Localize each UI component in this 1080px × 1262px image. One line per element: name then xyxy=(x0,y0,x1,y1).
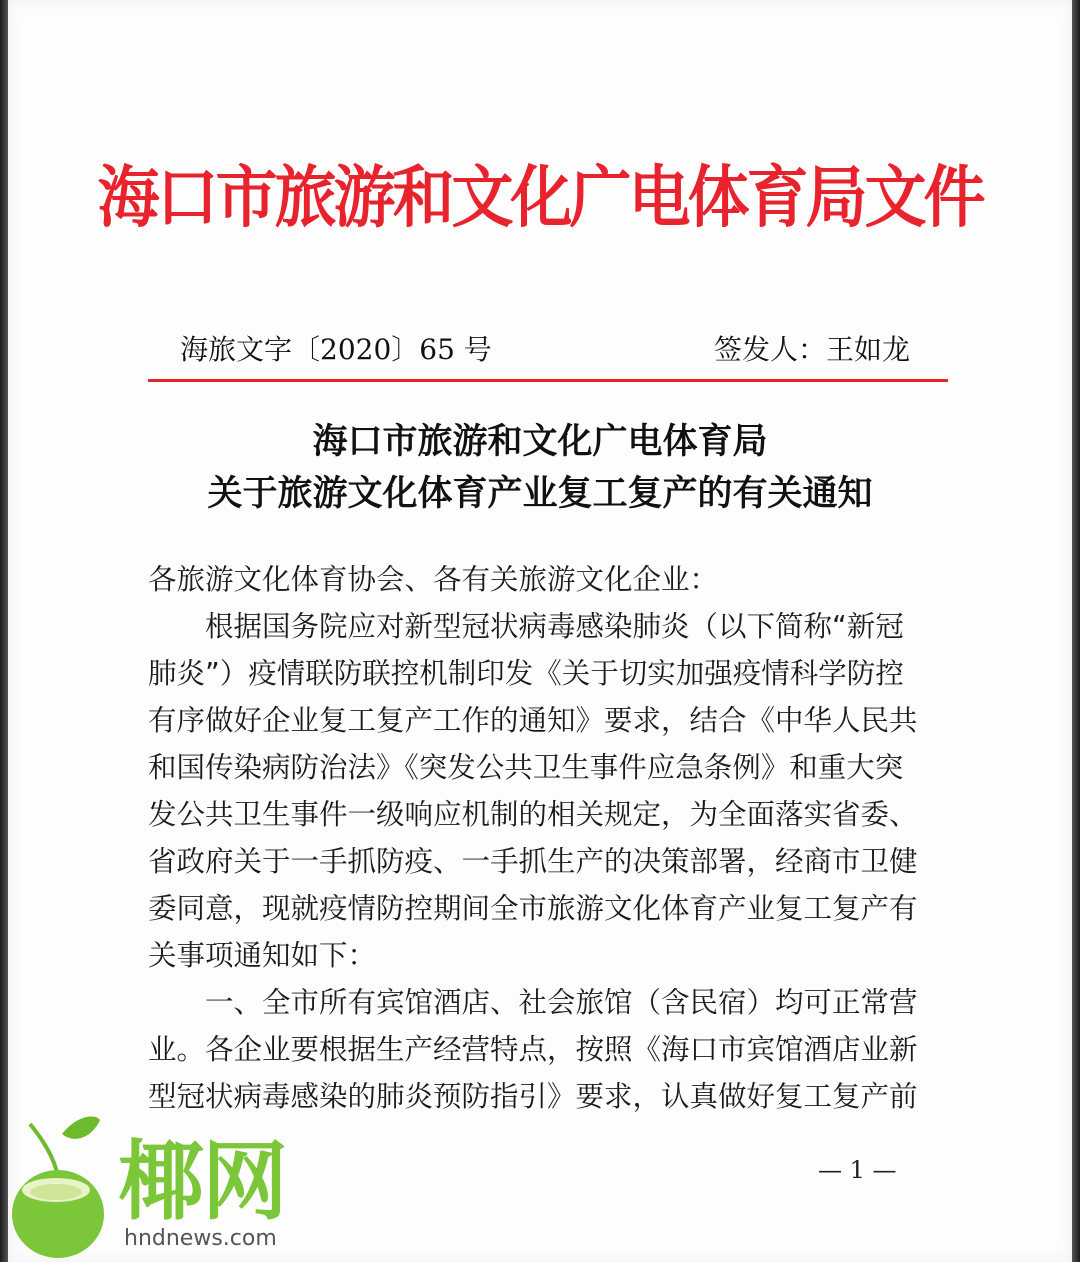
body-line: 肺炎”）疫情联防联控机制印发《关于切实加强疫情科学防控 xyxy=(148,657,904,690)
notice-title-line-2: 关于旅游文化体育产业复工复产的有关通知 xyxy=(207,473,873,514)
document-number: 海旅文字〔2020〕65 号 xyxy=(180,333,492,366)
watermark-url: hndnews.com xyxy=(124,1226,277,1251)
notice-title-line-1: 海口市旅游和文化广电体育局 xyxy=(312,421,768,462)
document-meta-row xyxy=(180,328,910,372)
body-line: 省政府关于一手抓防疫、一手抓生产的决策部署，经商市卫健 xyxy=(148,845,918,878)
body-line: 关事项通知如下： xyxy=(148,939,377,972)
body-line: 和国传染病防治法》《突发公共卫生事件应急条例》和重大突 xyxy=(148,751,904,784)
agency-header-title: 海口市旅游和文化广电体育局文件 xyxy=(97,158,983,237)
body-line: 型冠状病毒感染的肺炎预防指引》要求，认真做好复工复产前 xyxy=(148,1080,918,1113)
body-line: 各旅游文化体育协会、各有关旅游文化企业： xyxy=(148,563,719,596)
issuer-signature: 签发人：王如龙 xyxy=(713,333,910,366)
body-line: 委同意，现就疫情防控期间全市旅游文化体育产业复工复产有 xyxy=(148,892,918,925)
body-line: 有序做好企业复工复产工作的通知》要求，结合《中华人民共 xyxy=(148,704,918,737)
body-line: 业。各企业要根据生产经营特点，按照《海口市宾馆酒店业新 xyxy=(148,1033,918,1066)
page-number: — 1 — xyxy=(818,1156,897,1184)
body-line: 根据国务院应对新型冠状病毒感染肺炎（以下简称“新冠 xyxy=(148,610,904,643)
watermark-brand: 椰网 xyxy=(118,1132,286,1232)
body-line: 发公共卫生事件一级响应机制的相关规定，为全面落实省委、 xyxy=(148,798,918,831)
red-divider-rule xyxy=(148,379,948,382)
body-line: 一、全市所有宾馆酒店、社会旅馆（含民宿）均可正常营 xyxy=(148,986,918,1019)
